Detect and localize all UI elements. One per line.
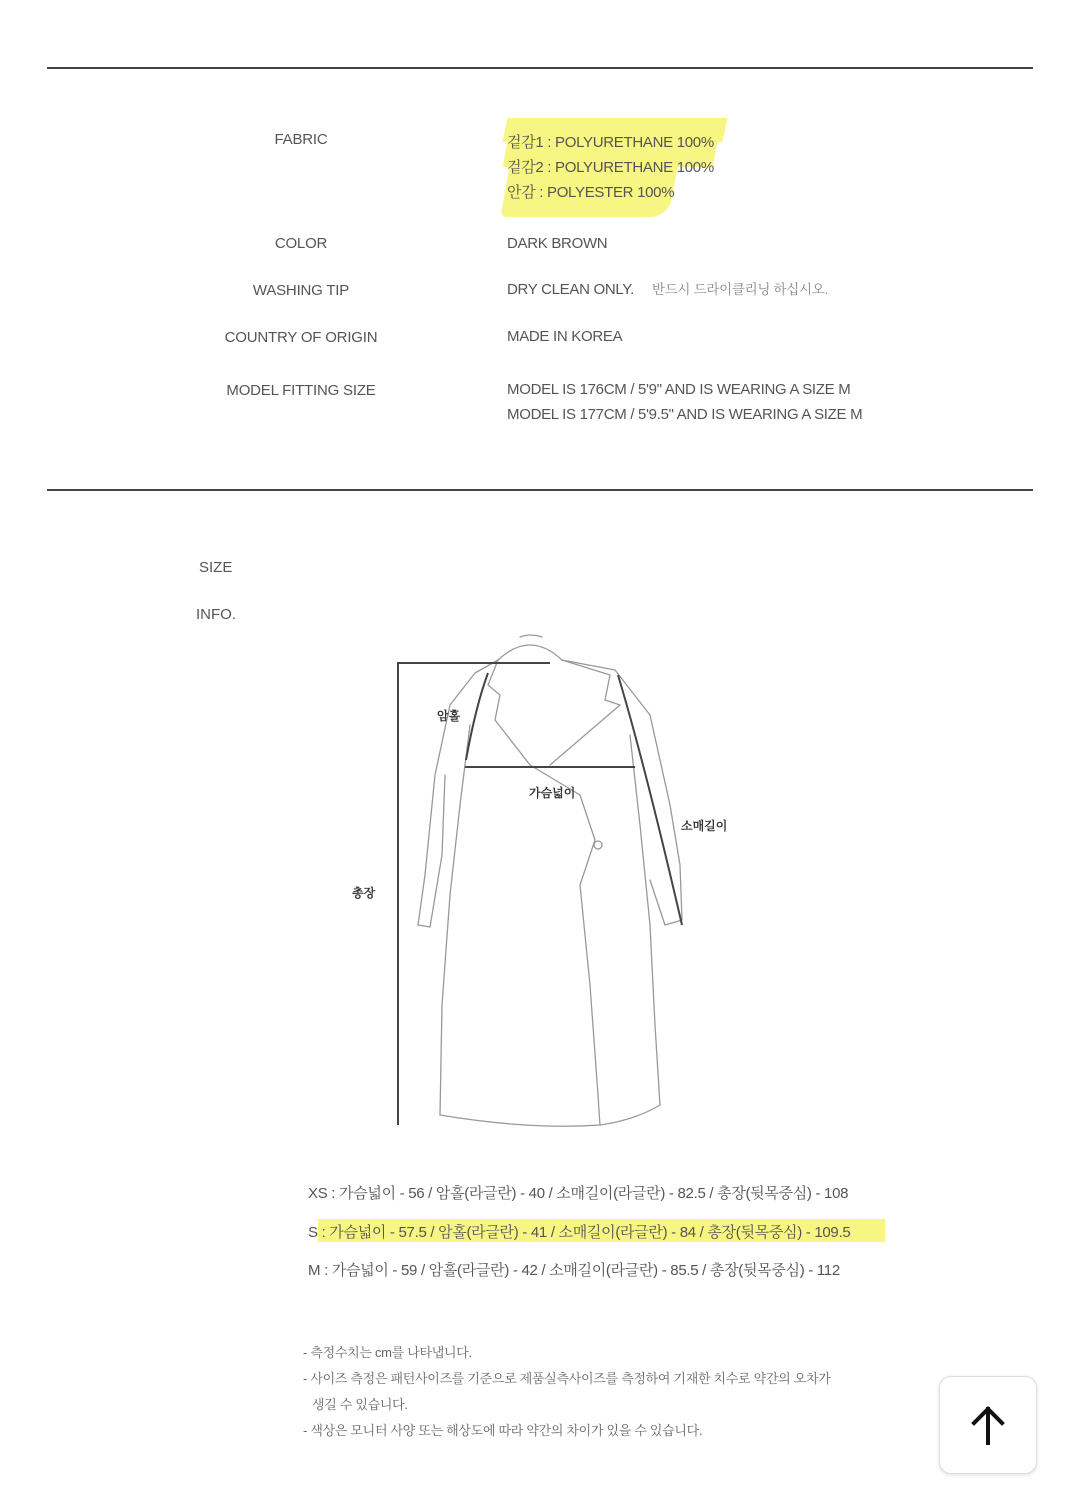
model-label: MODEL FITTING SIZE <box>226 382 376 399</box>
measurement-notes <box>303 1340 830 1444</box>
size-row-m: M : 가슴넓이 - 59 / 암홀(라글란) - 42 / 소매길이(라글란) - 85.5 / 총장(뒷목중심) - 112 <box>308 1262 840 1279</box>
note-line: - 사이즈 측정은 패턴사이즈를 기준으로 제품실측사이즈를 측정하여 기재한 치수로 약간의 오차가 <box>303 1371 831 1386</box>
note-line: 생길 수 있습니다. <box>312 1397 408 1412</box>
model-value <box>507 377 862 427</box>
note-line: - 색상은 모니터 사양 또는 해상도에 따라 약간의 차이가 있을 수 있습니다. <box>303 1423 703 1438</box>
color-value <box>507 231 607 256</box>
origin-label: COUNTRY OF ORIGIN <box>224 329 378 346</box>
arrow-up-icon <box>966 1403 1010 1447</box>
armhole-label: 암홀 <box>437 709 461 723</box>
sleeve-label: 소매길이 <box>681 819 728 833</box>
fabric-line: 겉감1 : POLYURETHANE 100% <box>507 134 714 151</box>
note-line: - 측정수치는 cm를 나타냅니다. <box>303 1345 472 1360</box>
top-divider <box>47 67 1033 69</box>
color-label: COLOR <box>274 235 328 252</box>
chest-label: 가슴넓이 <box>529 786 576 800</box>
fabric-line: 안감 : POLYESTER 100% <box>507 184 675 201</box>
size-row-s: S : 가슴넓이 - 57.5 / 암홀(라글란) - 41 / 소매길이(라글란) - 84 / 총장(뒷목중심) - 109.5 <box>308 1224 851 1241</box>
washing-note: 반드시 드라이클리닝 하십시오. <box>651 282 828 297</box>
fabric-line: 겉감2 : POLYURETHANE 100% <box>507 159 714 176</box>
model-line: MODEL IS 176CM / 5'9" AND IS WEARING A SIZE M <box>507 381 851 398</box>
info-label: INFO. <box>196 606 236 623</box>
washing-value <box>507 277 828 302</box>
origin-text: MADE IN KOREA <box>507 328 623 345</box>
washing-label: WASHING TIP <box>252 282 350 299</box>
size-label: SIZE <box>199 559 233 576</box>
section-divider <box>47 489 1033 491</box>
size-row-xs: XS : 가슴넓이 - 56 / 암홀(라글란) - 40 / 소매길이(라글란) - 82.5 / 총장(뒷목중심) - 108 <box>308 1185 849 1202</box>
fabric-label: FABRIC <box>274 131 328 148</box>
fabric-value <box>507 130 714 205</box>
color-text: DARK BROWN <box>507 235 608 252</box>
length-label: 총장 <box>352 886 376 900</box>
scroll-to-top-button[interactable] <box>939 1376 1037 1474</box>
origin-value <box>507 324 622 349</box>
model-line: MODEL IS 177CM / 5'9.5" AND IS WEARING A SIZE M <box>507 406 863 423</box>
coat-diagram <box>380 625 710 1135</box>
washing-text: DRY CLEAN ONLY. <box>507 281 634 298</box>
